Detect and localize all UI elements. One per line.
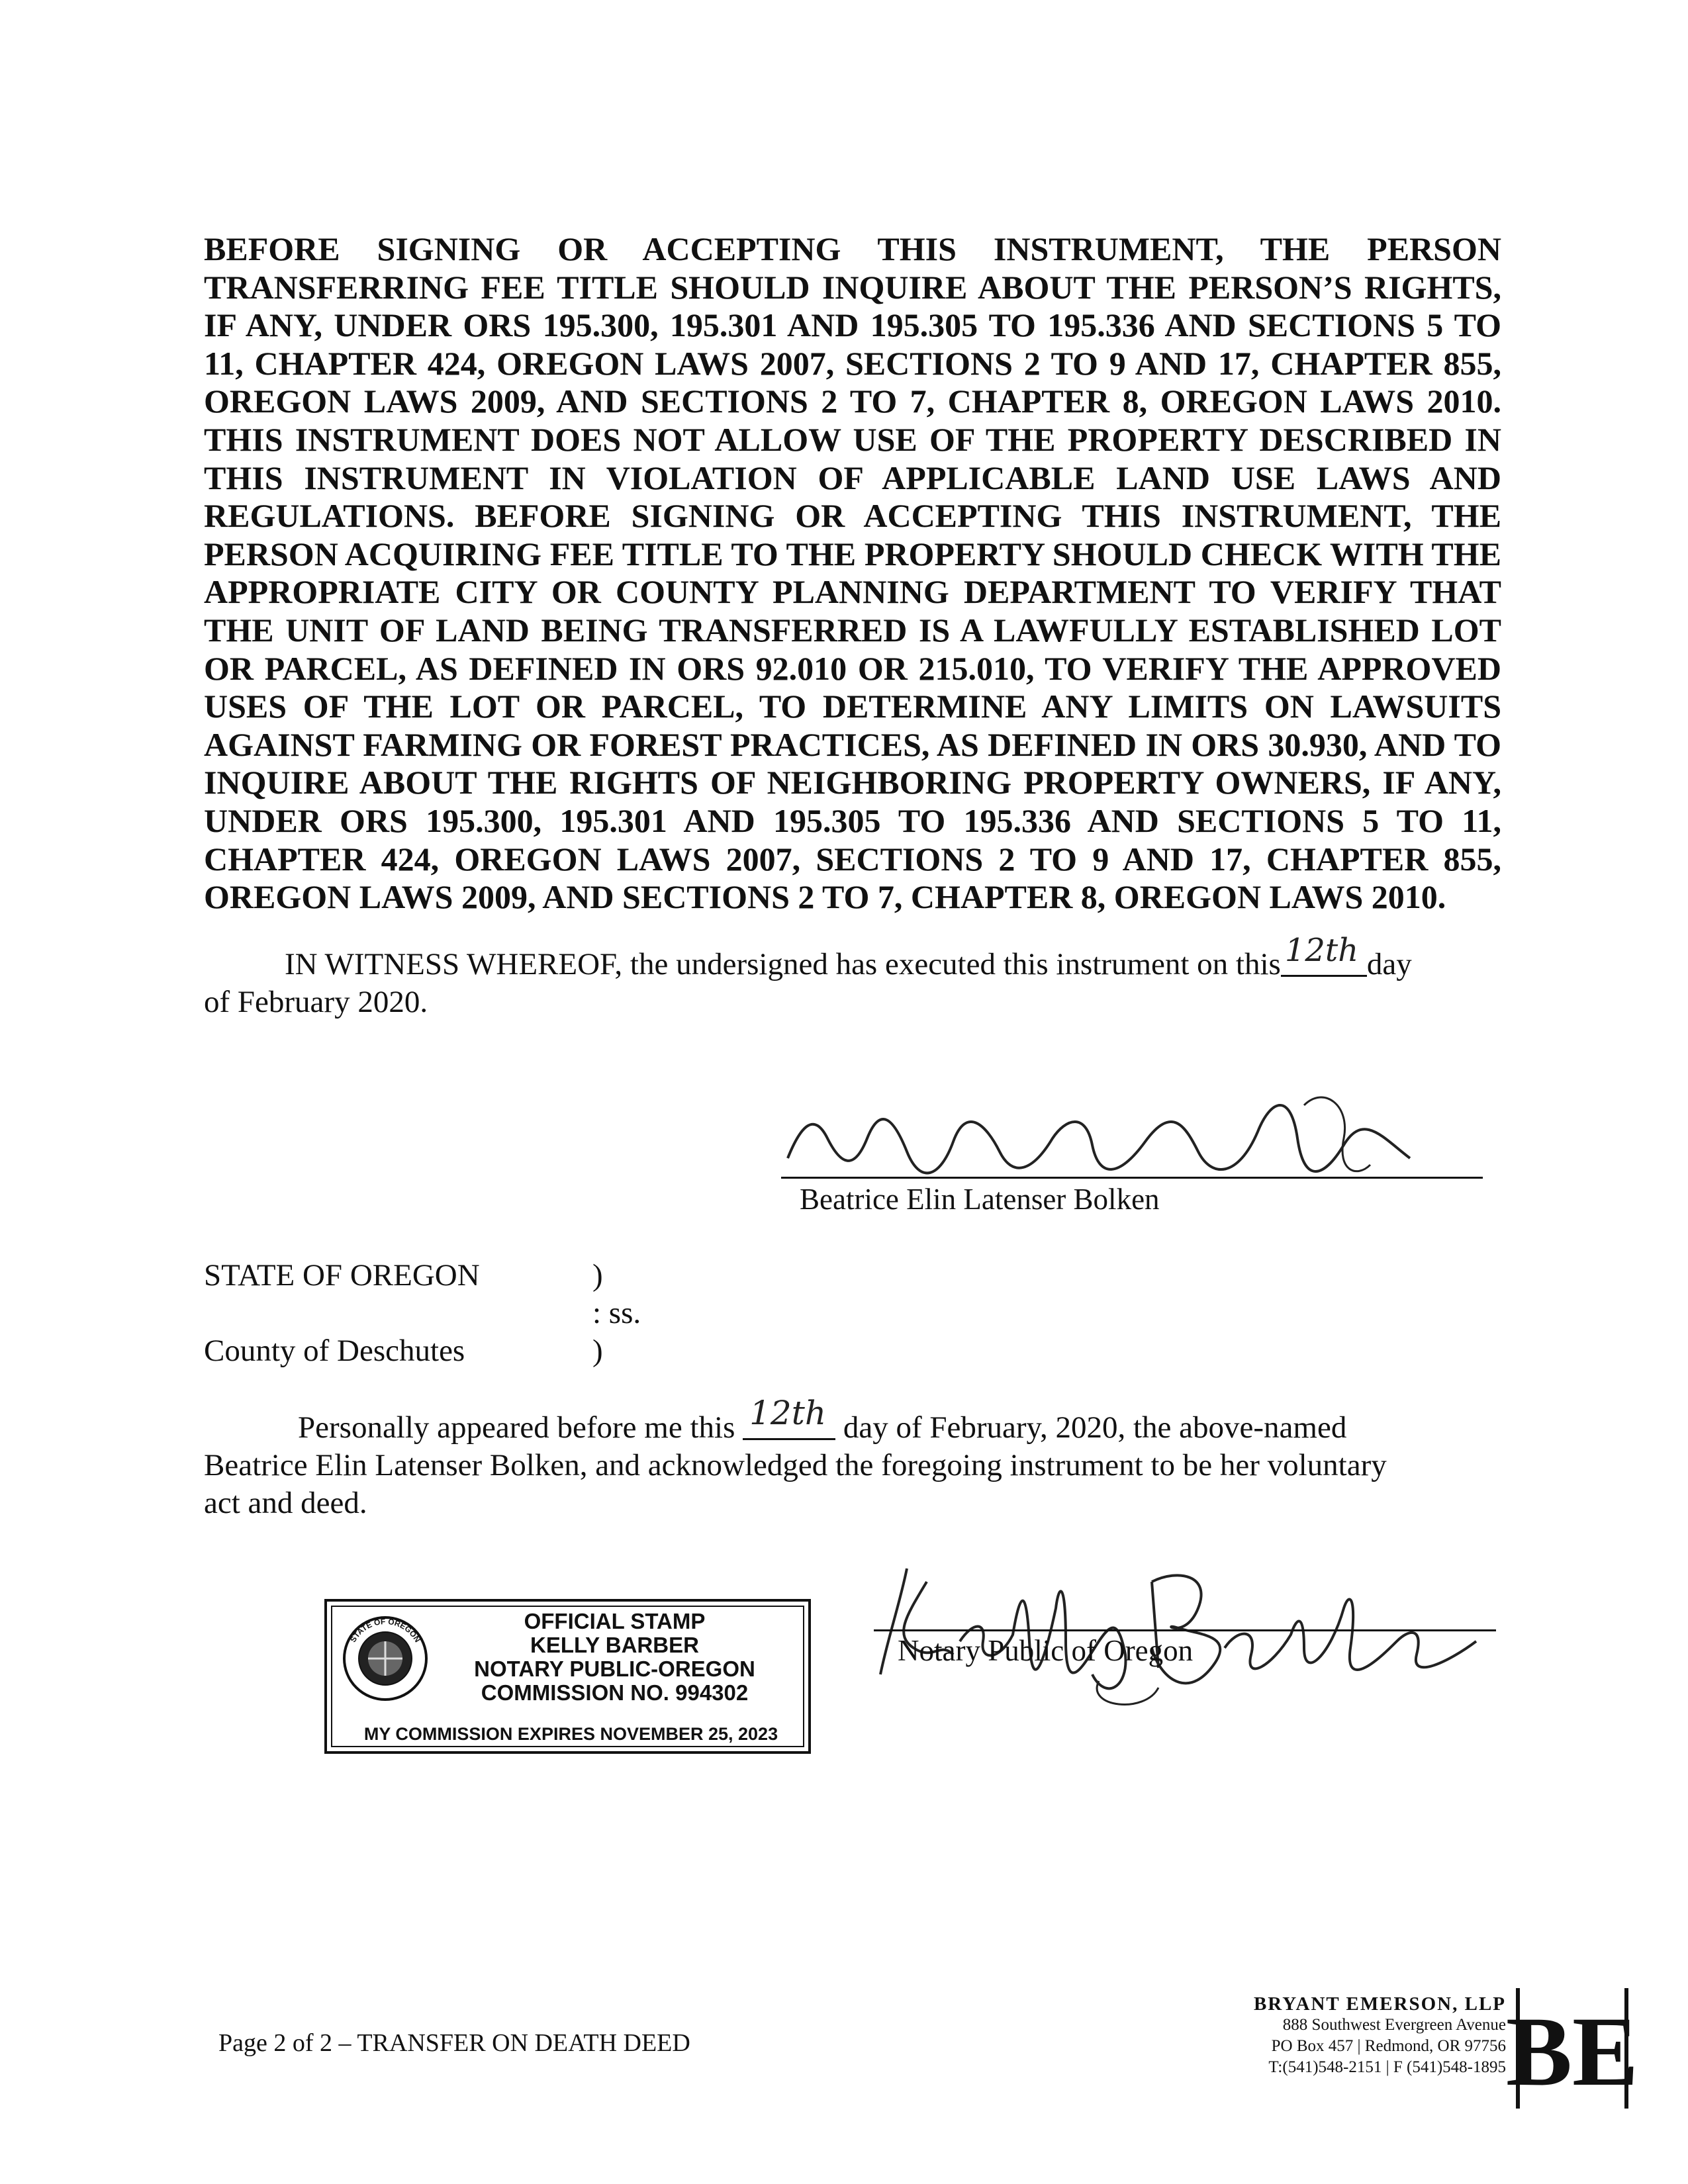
warning-line: IF ANY, UNDER ORS 195.300, 195.301 AND 195.305 TO 195.336 AND SECTIONS 5 TO (204, 306, 1501, 344)
stamp-line-name: KELLY BARBER (530, 1633, 699, 1657)
witness-clause-line2: of February 2020. (204, 985, 428, 1019)
firm-address-line1: 888 Southwest Evergreen Avenue (1282, 2016, 1506, 2034)
stamp-line-official: OFFICIAL STAMP (524, 1609, 706, 1633)
warning-line: REGULATIONS. BEFORE SIGNING OR ACCEPTING THIS INSTRUMENT, THE (204, 497, 1501, 535)
land-use-warning-paragraph (204, 230, 1501, 917)
ack-day-handwritten: 12th (749, 1394, 827, 1432)
official-notary-stamp (324, 1599, 811, 1754)
acknowledgment-line1 (298, 1394, 1347, 1445)
witness-prefix: IN WITNESS WHEREOF, the undersigned has executed this instrument on this (285, 947, 1281, 981)
warning-line: UNDER ORS 195.300, 195.301 AND 195.305 TO 195.336 AND SECTIONS 5 TO 11, (204, 801, 1501, 839)
warning-line: OREGON LAWS 2009, AND SECTIONS 2 TO 7, CHAPTER 8, OREGON LAWS 2010. (204, 383, 1501, 420)
grantor-signature-line (781, 1177, 1483, 1179)
ack-day-blank (743, 1394, 835, 1437)
firm-address-line2: PO Box 457 | Redmond, OR 97756 (1271, 2037, 1506, 2055)
stamp-line-title: NOTARY PUBLIC-OREGON (474, 1657, 755, 1681)
firm-name: BRYANT EMERSON, LLP (1253, 1993, 1506, 2015)
warning-line: 11, CHAPTER 424, OREGON LAWS 2007, SECTIONS 2 TO 9 AND 17, CHAPTER 855, (204, 344, 1501, 382)
law-firm-block (1225, 1993, 1506, 2078)
warning-line: CHAPTER 424, OREGON LAWS 2007, SECTIONS 2 TO 9 AND 17, CHAPTER 855, (204, 840, 1501, 878)
state-seal-icon (342, 1615, 429, 1702)
acknowledgment-line2: Beatrice Elin Latenser Bolken, and acknowledged the foregoing instrument to be her voluntary (204, 1448, 1387, 1482)
seal-text: STATE OF OREGON (348, 1616, 422, 1644)
notary-signature-line (874, 1629, 1496, 1631)
venue-paren-close: ) (592, 1334, 603, 1368)
grantor-signature (774, 1079, 1496, 1191)
warning-line: AGAINST FARMING OR FOREST PRACTICES, AS DEFINED IN ORS 30.930, AND TO (204, 725, 1501, 763)
firm-logo-icon (1505, 1985, 1639, 2111)
venue-county: County of Deschutes (204, 1334, 465, 1368)
stamp-line-commission: COMMISSION NO. 994302 (481, 1680, 749, 1705)
witness-suffix: day (1366, 947, 1412, 981)
acknowledgment-line3: act and deed. (204, 1486, 367, 1520)
witness-day-handwritten: 12th (1284, 932, 1359, 969)
witness-day-blank (1281, 932, 1367, 974)
notary-signature (867, 1542, 1503, 1707)
warning-line: THIS INSTRUMENT IN VIOLATION OF APPLICABLE LAND USE LAWS AND (204, 459, 1501, 496)
venue-paren-open: ) (592, 1258, 603, 1293)
stamp-expiration: MY COMMISSION EXPIRES NOVEMBER 25, 2023 (363, 1724, 778, 1744)
warning-line: INQUIRE ABOUT THE RIGHTS OF NEIGHBORING PROPERTY OWNERS, IF ANY, (204, 764, 1501, 801)
venue-ss: : ss. (592, 1296, 641, 1330)
warning-line: APPROPRIATE CITY OR COUNTY PLANNING DEPARTMENT TO VERIFY THAT (204, 573, 1501, 611)
ack-suffix: day of February, 2020, the above-named (843, 1410, 1347, 1445)
warning-line: BEFORE SIGNING OR ACCEPTING THIS INSTRUMENT, THE PERSON (204, 230, 1501, 267)
warning-line: OR PARCEL, AS DEFINED IN ORS 92.010 OR 215.010, TO VERIFY THE APPROVED (204, 649, 1501, 687)
warning-line: THE UNIT OF LAND BEING TRANSFERRED IS A LAWFULLY ESTABLISHED LOT (204, 611, 1501, 649)
firm-phone: T:(541)548-2151 | F (541)548-1895 (1268, 2058, 1506, 2076)
firm-logo-text: BE (1505, 1997, 1639, 2107)
warning-line: OREGON LAWS 2009, AND SECTIONS 2 TO 7, CHAPTER 8, OREGON LAWS 2010. (204, 878, 1446, 916)
warning-line: THIS INSTRUMENT DOES NOT ALLOW USE OF THE PROPERTY DESCRIBED IN (204, 420, 1501, 458)
warning-line: TRANSFERRING FEE TITLE SHOULD INQUIRE ABOUT THE PERSON’S RIGHTS, (204, 268, 1501, 306)
page-footer-label: Page 2 of 2 – TRANSFER ON DEATH DEED (218, 2029, 690, 2057)
ack-prefix: Personally appeared before me this (298, 1410, 735, 1445)
warning-line: PERSON ACQUIRING FEE TITLE TO THE PROPERTY SHOULD CHECK WITH THE (204, 535, 1501, 572)
grantor-name: Beatrice Elin Latenser Bolken (800, 1183, 1160, 1216)
warning-line: USES OF THE LOT OR PARCEL, TO DETERMINE ANY LIMITS ON LAWSUITS (204, 688, 1501, 725)
witness-clause-line1 (285, 932, 1412, 982)
venue-state: STATE OF OREGON (204, 1258, 480, 1293)
notary-title: Notary Public of Oregon (898, 1634, 1194, 1667)
